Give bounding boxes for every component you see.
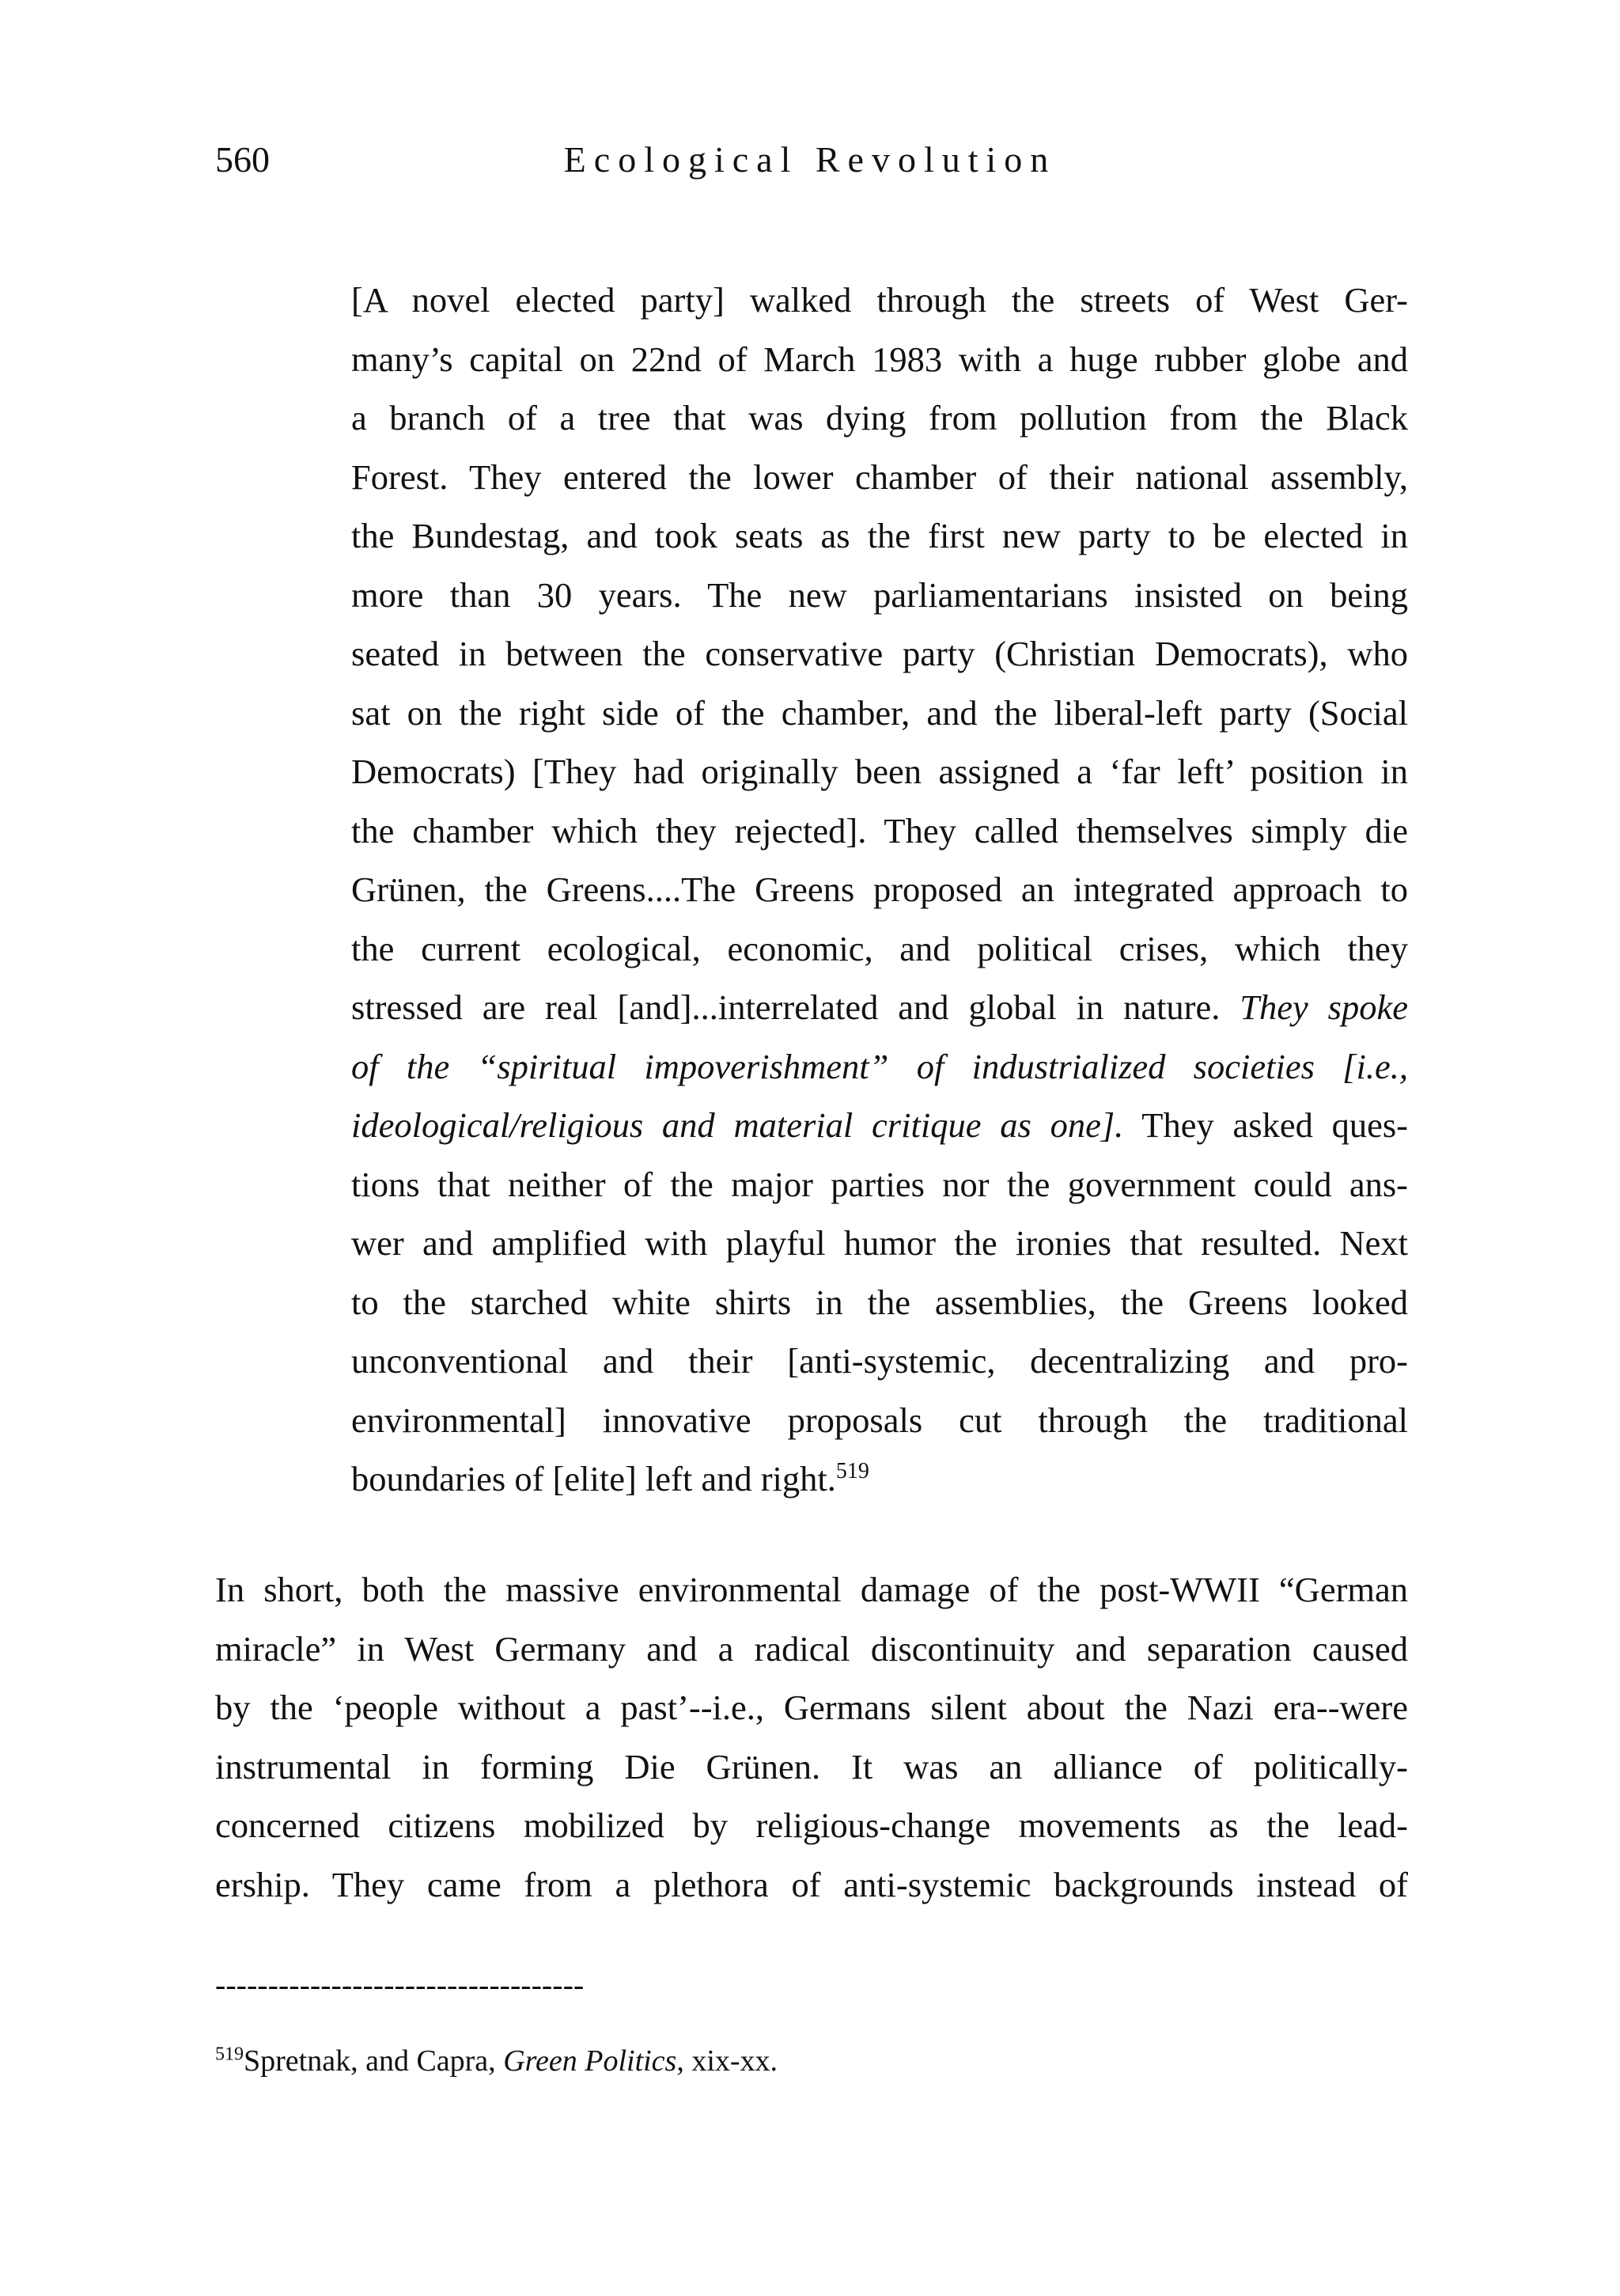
page-number: 560 xyxy=(215,139,270,180)
footnote xyxy=(215,2041,778,2081)
quote-line: to the starched white shirts in the assemblies, the Greens looked xyxy=(351,1282,1408,1322)
quote-line xyxy=(351,1449,1408,1509)
running-title: Ecological Revolution xyxy=(563,139,1057,180)
quote-italic-text: They spoke xyxy=(1240,987,1408,1027)
quote-line: unconventional and their [anti-systemic, decentralizing and pro- xyxy=(351,1341,1408,1381)
body-line: by the ‘people without a past’--i.e., Germans silent about the Nazi era--were xyxy=(215,1688,1408,1727)
quote-line: more than 30 years. The new parliamentarians insisted on being xyxy=(351,574,1408,615)
quote-text: stressed are real [and]...interrelated and global in nature. xyxy=(351,987,1240,1027)
body-line: ership. They came from a plethora of anti-systemic backgrounds instead of xyxy=(215,1864,1408,1904)
block-quote xyxy=(351,271,1408,1509)
quote-line: environmental] innovative proposals cut through the traditional xyxy=(351,1400,1408,1440)
quote-line: the Bundestag, and took seats as the first new party to be elected in xyxy=(351,516,1408,555)
quote-italic-text: ideological/religious and material critique as one]. xyxy=(351,1105,1124,1145)
footnote-pages: , xix-xx. xyxy=(676,2044,778,2078)
quote-line: Democrats) [They had originally been assigned a ‘far left’ position in xyxy=(351,752,1408,791)
footnote-separator: ----------------------------------- xyxy=(215,1967,585,2002)
quote-line: many’s capital on 22nd of March 1983 with a huge rubber globe and xyxy=(351,339,1408,379)
quote-line: wer and amplified with playful humor the ironies that resulted. Next xyxy=(351,1223,1408,1263)
quote-line: sat on the right side of the chamber, and the liberal-left party (Social xyxy=(351,692,1408,733)
quote-line: the current ecological, economic, and political crises, which they xyxy=(351,928,1408,968)
quote-text: boundaries of [elite] left and right. xyxy=(351,1459,836,1498)
quote-line xyxy=(351,1037,1408,1097)
quote-line: [A novel elected party] walked through the streets of West Ger- xyxy=(351,280,1408,320)
quote-line: Forest. They entered the lower chamber of their national assembly, xyxy=(351,457,1408,497)
quote-line: Grünen, the Greens....The Greens proposed an integrated approach to xyxy=(351,870,1408,909)
quote-line: the chamber which they rejected]. They called themselves simply die xyxy=(351,810,1408,851)
body-line: In short, both the massive environmental damage of the post-WWII “German xyxy=(215,1570,1408,1609)
footnote-number: 519 xyxy=(215,2044,244,2065)
quote-italic-text: of the “spiritual impoverishment” of industrialized societies [i.e., xyxy=(351,1046,1408,1086)
footnote-title: Green Politics xyxy=(503,2044,677,2078)
body-line: instrumental in forming Die Grünen. It was an alliance of politically- xyxy=(215,1746,1408,1786)
quote-line xyxy=(351,978,1408,1037)
body-paragraph xyxy=(215,1560,1408,1914)
quote-line: tions that neither of the major parties nor the government could ans- xyxy=(351,1164,1408,1204)
body-line: miracle” in West Germany and a radical discontinuity and separation caused xyxy=(215,1628,1408,1669)
quote-line: a branch of a tree that was dying from pollution from the Black xyxy=(351,398,1408,438)
quote-line xyxy=(351,1096,1408,1155)
body-line: concerned citizens mobilized by religious-change movements as the lead- xyxy=(215,1805,1408,1845)
quote-text: They asked ques- xyxy=(1123,1105,1408,1145)
quote-line: seated in between the conservative party (Christian Democrats), who xyxy=(351,634,1408,673)
footnote-reference: 519 xyxy=(835,1459,869,1484)
footnote-author: Spretnak, and Capra, xyxy=(244,2044,504,2078)
